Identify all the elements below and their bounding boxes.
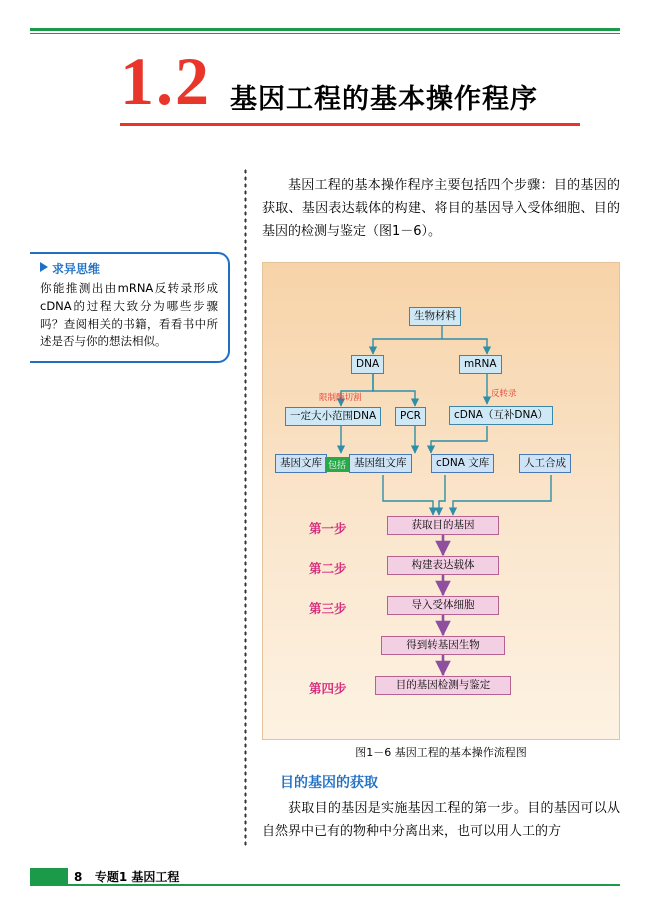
step-label-1: 第一步 — [309, 521, 347, 536]
node-step3-introduce-cell: 导入受体细胞 — [387, 596, 499, 615]
page-title — [120, 43, 630, 135]
node-dna-fragment: 一定大小范围DNA — [285, 407, 381, 426]
dotted-column-divider — [244, 168, 247, 848]
paragraph-intro: 基因工程的基本操作程序主要包括四个步骤：目的基因的获取、基因表达载体的构建、将目的基因导入受体细胞、目的基因的检测与鉴定（图1－6）。 — [262, 178, 620, 239]
label-reverse-transcription: 反转录 — [491, 389, 517, 399]
chapter-number: 1.2 — [120, 43, 211, 119]
top-rule-thick — [30, 28, 620, 31]
chapter-title: 基因工程的基本操作程序 — [230, 84, 538, 115]
footer-block — [30, 868, 68, 884]
footer-page-number: 8 — [74, 870, 83, 884]
label-includes: 包括 — [325, 457, 349, 472]
step-label-3: 第三步 — [309, 601, 347, 616]
sidebar-note — [30, 252, 230, 363]
paragraph-target-gene: 获取目的基因是实施基因工程的第一步。目的基因可以从自然界中已有的物种中分离出来，也可以用人工的方 — [262, 801, 620, 839]
node-mrna: mRNA — [459, 355, 502, 374]
title-underline — [120, 123, 580, 126]
step-label-4: 第四步 — [309, 681, 347, 696]
top-rule-thin — [30, 33, 620, 34]
footer-section-name: 专题1 基因工程 — [94, 870, 180, 884]
triangle-bullet-icon — [40, 262, 48, 272]
sidebar-note-title-text: 求异思维 — [52, 262, 101, 276]
node-step2-build-vector: 构建表达载体 — [387, 556, 499, 575]
node-biomaterial: 生物材料 — [409, 307, 461, 326]
node-dna: DNA — [351, 355, 384, 374]
node-artificial-synthesis: 人工合成 — [519, 454, 571, 473]
node-genome-library: 基因组文库 — [349, 454, 412, 473]
node-pcr: PCR — [395, 407, 426, 426]
node-gene-library: 基因文库 — [275, 454, 327, 473]
figure-caption: 图1－6 基因工程的基本操作流程图 — [355, 746, 527, 759]
node-cdna: cDNA（互补DNA） — [449, 406, 553, 425]
flowchart-connectors — [263, 263, 621, 741]
node-step1-get-gene: 获取目的基因 — [387, 516, 499, 535]
label-restriction-cut: 限制酶切割 — [319, 393, 362, 403]
node-step4-transgenic-organism: 得到转基因生物 — [381, 636, 505, 655]
section-subheading: 目的基因的获取 — [280, 775, 378, 791]
figure-flowchart — [262, 262, 620, 740]
node-step5-detection: 目的基因检测与鉴定 — [375, 676, 511, 695]
sidebar-note-body: 你能推测出由mRNA反转录形成cDNA的过程大致分为哪些步骤吗？查阅相关的书籍，看看书中所述是否与你的想法相似。 — [40, 281, 218, 349]
node-cdna-library: cDNA 文库 — [431, 454, 494, 473]
step-label-2: 第二步 — [309, 561, 347, 576]
footer-label — [74, 868, 179, 885]
sidebar-note-title — [40, 260, 218, 277]
